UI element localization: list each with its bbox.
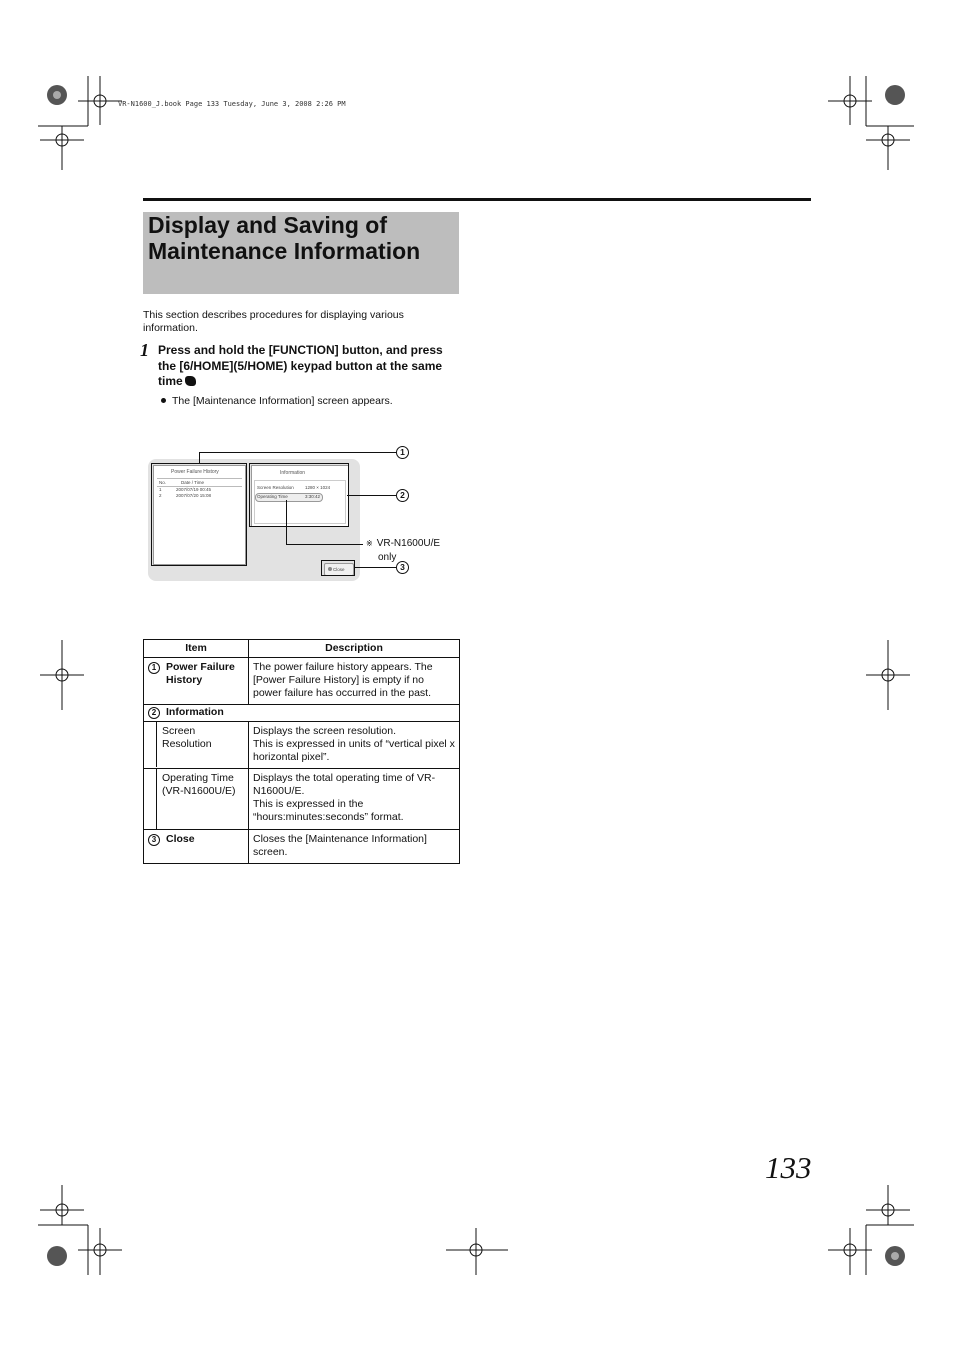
callout-box-2 [249, 463, 349, 527]
table-row [144, 830, 460, 864]
callout-2: 2 [396, 489, 409, 502]
header-description: Description [249, 640, 460, 658]
row-number: 3 [148, 834, 160, 846]
footnote [366, 537, 440, 565]
subrow-item: Operating Time (VR-N1600U/E) [162, 772, 236, 797]
description-table [143, 639, 460, 864]
table-subrow [144, 769, 460, 830]
col-date: Date / Time [181, 480, 205, 485]
step-bullet [161, 395, 393, 407]
row-description: The power failure history appears. The [Power Failure History] is empty if no power failure has occurred in the past. [249, 658, 460, 705]
callout-box-1 [151, 463, 247, 566]
step-instruction [158, 343, 458, 390]
bullet-text: The [Maintenance Information] screen appears. [172, 395, 393, 407]
callout-box-3 [321, 560, 355, 576]
print-header: VR-N1600_J.book Page 133 Tuesday, June 3, 2008 2:26 PM [118, 100, 346, 108]
callout-3: 3 [396, 561, 409, 574]
row-item: Power Failure History [166, 661, 235, 686]
row-item: Information [166, 706, 224, 718]
note-symbol: ※ [366, 539, 373, 548]
table-row [144, 705, 460, 722]
row-date: 2007/07/20 15:08 [176, 493, 212, 498]
callout-1: 1 [396, 446, 409, 459]
table-row [144, 658, 460, 705]
screen-resolution-value: 1280 × 1024 [305, 485, 331, 490]
row-no: 1 [159, 487, 162, 492]
row-number: 1 [148, 662, 160, 674]
header-item: Item [144, 640, 249, 658]
row-item: Close [166, 833, 195, 845]
table-subrow [144, 722, 460, 769]
page-number: 133 [765, 1150, 812, 1185]
section-title-line1: Display and Saving of [148, 212, 387, 238]
row-number: 2 [148, 707, 160, 719]
row-no: 2 [159, 493, 162, 498]
intro-text: This section describes procedures for displaying various information. [143, 309, 404, 334]
operating-time-label: Operating Time [257, 494, 288, 499]
row-description: Closes the [Maintenance Information] screen. [249, 830, 460, 864]
section-title [143, 212, 420, 264]
operating-time-value: 3:30:42 [305, 494, 321, 499]
hand-icon [185, 376, 196, 386]
top-rule [143, 198, 811, 201]
section-title-line2: Maintenance Information [148, 238, 421, 264]
information-pane-title: Information [280, 470, 306, 476]
close-button-label: Close [333, 567, 345, 572]
subrow-item: Screen Resolution [162, 725, 212, 750]
bullet-icon [161, 398, 166, 403]
step-text: Press and hold the [FUNCTION] button, and press the [6/HOME](5/HOME) keypad button at the same time [158, 343, 443, 388]
col-no: No. [159, 480, 167, 485]
power-failure-pane-title: Power Failure History [171, 469, 219, 475]
screen-resolution-label: Screen Resolution [257, 485, 294, 490]
section-title-box [143, 212, 459, 294]
note-line1: VR-N1600U/E [376, 538, 441, 549]
subrow-description: Displays the screen resolution. This is expressed in units of “vertical pixel x horizontal pixel”. [249, 722, 460, 769]
step-number: 1 [140, 340, 149, 360]
table-header [144, 640, 460, 658]
subrow-description: Displays the total operating time of VR-N1600U/E. This is expressed in the “hours:minutes:seconds” format. [249, 769, 460, 830]
note-line2: only [378, 552, 397, 563]
row-date: 2007/07/19 00:45 [176, 487, 212, 492]
